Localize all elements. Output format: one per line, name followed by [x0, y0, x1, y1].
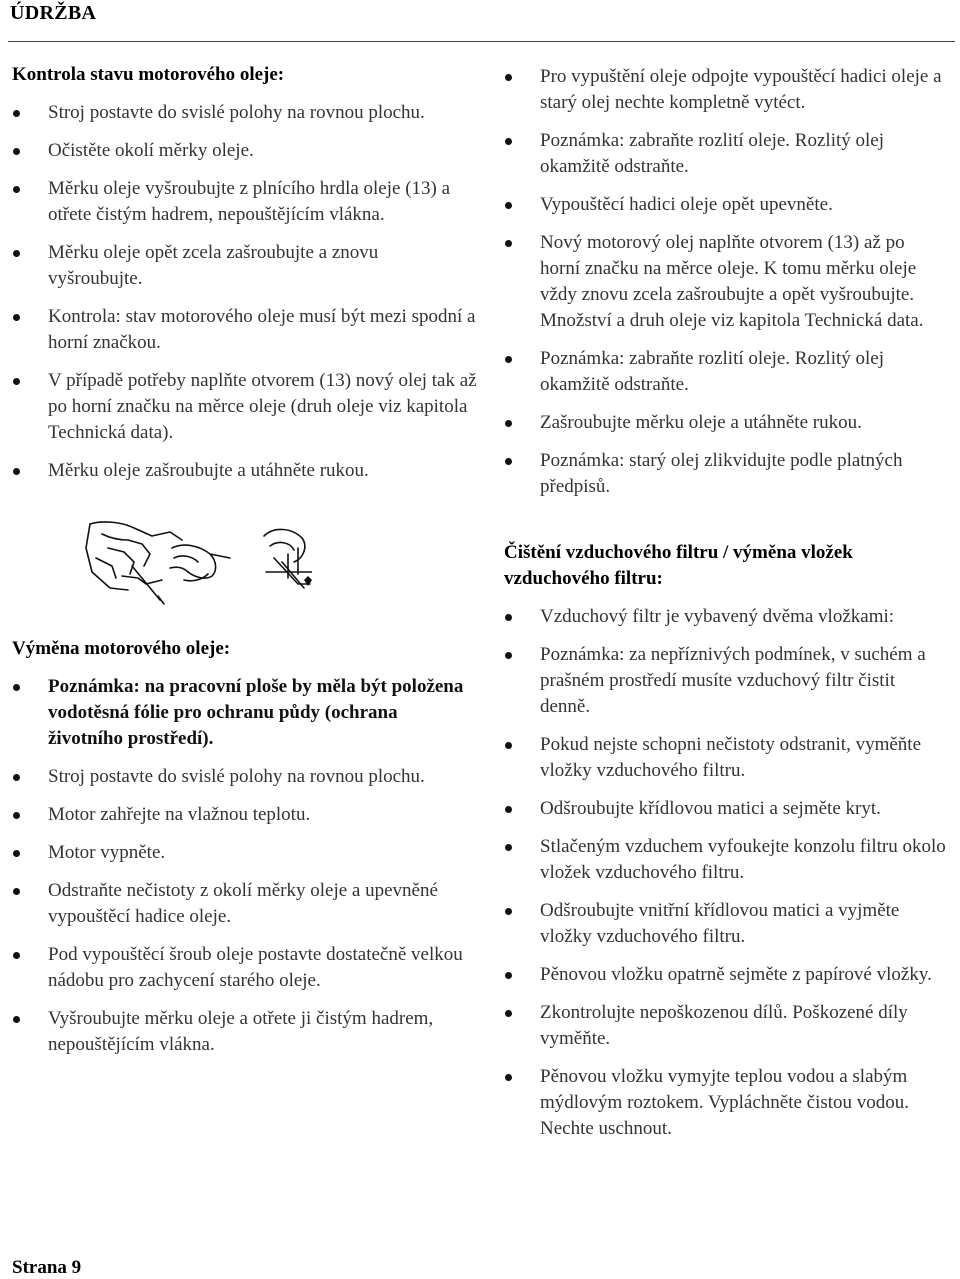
list-item	[504, 1064, 949, 1142]
list-item	[504, 448, 949, 500]
list-item	[12, 100, 477, 126]
list-item	[12, 764, 477, 790]
bullet-icon	[13, 148, 20, 155]
list-item	[12, 942, 477, 994]
bullet-icon	[13, 1016, 20, 1023]
list-item	[12, 176, 477, 228]
left-column	[12, 62, 477, 1058]
bullet-icon	[505, 972, 512, 979]
note-text: Poznámka: na pracovní ploše by měla být položena vodotěsná fólie pro ochranu půdy (ochrana životního prostředí).	[48, 676, 464, 749]
bullet-icon	[505, 74, 512, 81]
bullet-icon	[505, 844, 512, 851]
bullet-icon	[13, 888, 20, 895]
bullet-icon	[13, 812, 20, 819]
bullet-icon	[505, 420, 512, 427]
air-filter-list	[504, 604, 949, 1142]
air-filter-title: Čištění vzduchového filtru / výměna vložek vzduchového filtru:	[504, 542, 853, 589]
list-item-text: V případě potřeby naplňte otvorem (13) nový olej tak až po horní značku na měrce oleje (druh oleje viz kapitola Technická data).	[48, 370, 477, 443]
list-item	[504, 346, 949, 398]
bullet-icon	[505, 138, 512, 145]
bullet-icon	[505, 652, 512, 659]
list-item-text: Poznámka: starý olej zlikvidujte podle platných předpisů.	[540, 450, 903, 497]
list-item-text: Měrku oleje opět zcela zašroubujte a znovu vyšroubujte.	[48, 242, 379, 289]
bullet-icon	[505, 202, 512, 209]
list-item	[12, 802, 477, 828]
bullet-icon	[505, 1074, 512, 1081]
list-item	[12, 240, 477, 292]
list-item	[504, 732, 949, 784]
list-item-text: Pro vypuštění oleje odpojte vypouštěcí hadici oleje a starý olej nechte kompletně vytéct.	[540, 66, 942, 113]
list-item	[504, 834, 949, 886]
list-item-text: Vypouštěcí hadici oleje opět upevněte.	[540, 194, 833, 215]
list-item-text: Pod vypouštěcí šroub oleje postavte dostatečně velkou nádobu pro zachycení starého oleje.	[48, 944, 463, 991]
list-item-text: Měrku oleje zašroubujte a utáhněte rukou.	[48, 460, 369, 481]
list-item-text: Kontrola: stav motorového oleje musí být mezi spodní a horní značkou.	[48, 306, 476, 353]
bullet-icon	[505, 1010, 512, 1017]
list-item	[504, 64, 949, 116]
list-item	[504, 642, 949, 720]
oil-check-list	[12, 100, 477, 484]
bullet-icon	[13, 314, 20, 321]
list-item	[12, 878, 477, 930]
oil-change-list	[12, 674, 477, 1058]
dipstick-drawing-icon	[12, 518, 312, 610]
list-item-text: Stroj postavte do svislé polohy na rovnou plochu.	[48, 766, 425, 787]
right-column	[504, 64, 949, 1142]
oil-dipstick-illustration	[12, 518, 477, 610]
list-item-text: Poznámka: zabraňte rozlití oleje. Rozlitý olej okamžitě odstraňte.	[540, 130, 884, 177]
list-item	[12, 304, 477, 356]
page-number: Strana 9	[12, 1257, 82, 1278]
list-item-text: Pěnovou vložku opatrně sejměte z papírové vložky.	[540, 964, 932, 985]
list-item	[12, 840, 477, 866]
list-item-text: Očistěte okolí měrky oleje.	[48, 140, 254, 161]
bullet-icon	[505, 908, 512, 915]
bullet-icon	[505, 614, 512, 621]
list-item-text: Zkontrolujte nepoškozenou dílů. Poškozené díly vyměňte.	[540, 1002, 908, 1049]
list-item	[504, 604, 949, 630]
list-item-note	[12, 674, 477, 752]
bullet-icon	[13, 850, 20, 857]
list-item	[504, 410, 949, 436]
bullet-icon	[13, 250, 20, 257]
list-item-text: Pokud nejste schopni nečistoty odstranit, vyměňte vložky vzduchového filtru.	[540, 734, 922, 781]
list-item	[504, 192, 949, 218]
list-item-text: Vzduchový filtr je vybavený dvěma vložkami:	[540, 606, 895, 627]
list-item	[504, 962, 949, 988]
list-item	[504, 898, 949, 950]
bullet-icon	[505, 806, 512, 813]
list-item-text: Odšroubujte vnitřní křídlovou matici a vyjměte vložky vzduchového filtru.	[540, 900, 900, 947]
list-item-text: Poznámka: zabraňte rozlití oleje. Rozlitý olej okamžitě odstraňte.	[540, 348, 884, 395]
list-item-text: Nový motorový olej naplňte otvorem (13) až po horní značku na měrce oleje. K tomu měrku oleje vždy znovu zcela zašroubujte a opět vyšroubujte. Množství a druh oleje viz kapitola Technická data.	[540, 232, 924, 331]
list-item-text: Poznámka: za nepříznivých podmínek, v suchém a prašném prostředí musíte vzduchový filtr čistit denně.	[540, 644, 926, 717]
list-item-text: Zašroubujte měrku oleje a utáhněte rukou.	[540, 412, 862, 433]
oil-change-list-continued	[504, 64, 949, 500]
list-item-text: Motor vypněte.	[48, 842, 166, 863]
list-item-text: Měrku oleje vyšroubujte z plnícího hrdla oleje (13) a otřete čistým hadrem, nepouštějícím vlákna.	[48, 178, 451, 225]
oil-change-title: Výměna motorového oleje:	[12, 638, 231, 659]
list-item	[504, 1000, 949, 1052]
list-item	[12, 368, 477, 446]
list-item	[504, 796, 949, 822]
list-item-text: Vyšroubujte měrku oleje a otřete ji čistým hadrem, nepouštějícím vlákna.	[48, 1008, 434, 1055]
bullet-icon	[13, 684, 20, 691]
list-item-text: Stlačeným vzduchem vyfoukejte konzolu filtru okolo vložek vzduchového filtru.	[540, 836, 946, 883]
section-heading: ÚDRŽBA	[10, 2, 97, 24]
bullet-icon	[13, 468, 20, 475]
list-item	[504, 128, 949, 180]
list-item-text: Odšroubujte křídlovou matici a sejměte kryt.	[540, 798, 881, 819]
bullet-icon	[505, 742, 512, 749]
bullet-icon	[13, 952, 20, 959]
bullet-icon	[13, 378, 20, 385]
oil-check-title: Kontrola stavu motorového oleje:	[12, 64, 285, 85]
list-item-text: Stroj postavte do svislé polohy na rovnou plochu.	[48, 102, 425, 123]
list-item	[504, 230, 949, 334]
bullet-icon	[13, 186, 20, 193]
bullet-icon	[505, 458, 512, 465]
list-item-text: Odstraňte nečistoty z okolí měrky oleje a upevněné vypouštěcí hadice oleje.	[48, 880, 438, 927]
bullet-icon	[505, 240, 512, 247]
bullet-icon	[13, 774, 20, 781]
list-item	[12, 1006, 477, 1058]
list-item	[12, 138, 477, 164]
list-item-text: Pěnovou vložku vymyjte teplou vodou a slabým mýdlovým roztokem. Vypláchněte čistou vodou. Nechte uschnout.	[540, 1066, 910, 1139]
list-item	[12, 458, 477, 484]
header-divider	[8, 41, 955, 42]
bullet-icon	[13, 110, 20, 117]
bullet-icon	[505, 356, 512, 363]
list-item-text: Motor zahřejte na vlažnou teplotu.	[48, 804, 311, 825]
